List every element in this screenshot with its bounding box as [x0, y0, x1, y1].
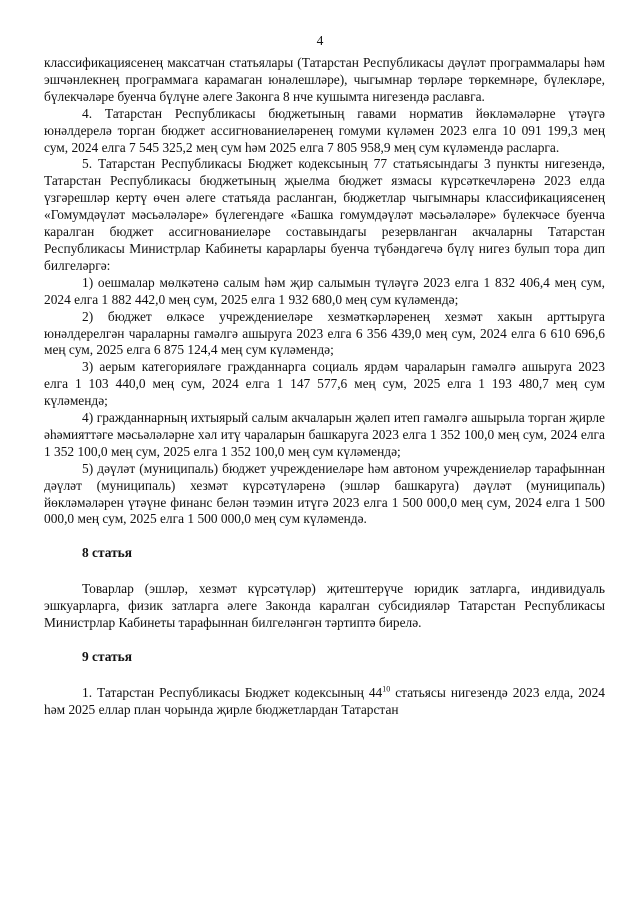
article-8-heading: 8 статья — [82, 545, 132, 561]
list-item-5: 5) дәүләт (муниципаль) бюджет учреждениеләре һәм автоном учреждениеләр тарафыннан дәүләт (муниципаль) хезмәт күрсәтүләренә (эшләр башкаруга) дәүләт (муниципаль) йөкләмәләрен үтәүне финанс белән тәэмин итүгә 2023 елга 1 500 000,0 мең сум, 2024 елга 1 500 000,0 мең сум, 2025 елга 1 500 000,0 мең сум күләмендә. — [44, 460, 605, 527]
article-9-text-end: статьясы нигезендә 2023 елда, 2024 һәм 2025 еллар план чорында җирле бюджетлардан Татарстан — [44, 684, 605, 717]
list-item-1: 1) оешмалар мөлкәтенә салым һәм җир салымын түләүгә 2023 елга 1 832 406,4 мең сум, 2024 елга 1 882 442,0 мең сум, 2025 елга 1 932 680,0 мең сум күләмендә; — [44, 274, 605, 307]
paragraph-continuation: классификациясенең максатчан статьялары (Татарстан Республикасы дәүләт программалары һәм эшчәнлекнең программага карамаган юнәлешләре), чыгымнар төрләре төркемнәре, бүлекләре, бүлекчәләре буенча бүлүне әлеге Законга 8 нче кушымта нигезендә раславга. — [44, 55, 605, 104]
article-9-text-start: 1. Татарстан Республикасы Бюджет кодексының 44 — [82, 684, 383, 700]
article-8-paragraph: Товарлар (эшләр, хезмәт күрсәтүләр) җитештерүче юридик затларга, индивидуаль эшкуарларга, физик затларга әлеге Законда каралган субсидияләр Татарстан Республикасы Министрлар Кабинеты тарафыннан билгеләнгән тәртиптә бирелә. — [44, 581, 605, 631]
list-item-4: 4) гражданнарның ихтыярый салым акчаларын җәлеп итеп гамәлгә ашырыла торган җирле әһәмияттәге мәсьәләләрне хәл итү чараларын башкаруга 2023 елга 1 352 100,0 мең сум, 2024 елга 1 352 100,0 мең сум, 2025 елга 1 352 100,0 мең сум күләмендә; — [44, 410, 605, 459]
article-9-superscript: 10 — [382, 684, 391, 694]
document-body — [44, 55, 605, 719]
list-item-2: 2) бюджет өлкәсе учреждениеләре хезмәткәрләренең хезмәт хакын арттыруга юнәлдерелгән чараларны гамәлгә ашыруга 2023 елга 6 356 439,0 мең сум, 2024 елга 6 610 696,6 мең сум, 2025 елга 6 875 124,4 мең сум күләмендә; — [44, 308, 605, 358]
page-number: 4 — [316, 33, 324, 48]
paragraph-item-4: 4. Татарстан Республикасы бюджетының гавами норматив йөкләмәләрне үтәүгә юнәлдерелә торган бюджет ассигнованиеләренең гомуми күләмен 2023 елга 10 091 199,3 мең сум, 2024 елга 7 545 325,2 мең сум һәм 2025 елга 7 805 958,9 мең сум күләмендә расларга. — [44, 105, 605, 155]
article-9-heading: 9 статья — [82, 649, 132, 664]
paragraph-item-5: 5. Татарстан Республикасы Бюджет кодексының 77 статьясындагы 3 пункты нигезендә, Татарстан Республикасы бюджетының җыелма бюджет язмасы күрсәткечләренә 2023 елда үзгәрешләр кертү өчен әлеге статьяда расланган, бюджетлар чыгымнары классификациясенең «Гомумдәүләт мәсьәләләре» бүлегендәге «Башка гомумдәүләт мәсьәләләре» бүлекчәсе буенча каралган бюджет ассигнованиеләре составындагы резервланган акчаларны Татарстан Республикасы Министрлар Кабинеты карарлары буенча түбәндәгечә бүлү нигез булып тора дип билгеләргә: — [44, 156, 605, 273]
list-item-3: 3) аерым категорияләге гражданнарга социаль ярдәм чараларын гамәлгә ашыруга 2023 елга 1 103 440,0 мең сум, 2024 елга 1 147 577,6 мең сум, 2025 елга 1 193 480,7 мең сум күләмендә; — [44, 359, 605, 409]
article-9-paragraph-1 — [44, 685, 605, 719]
